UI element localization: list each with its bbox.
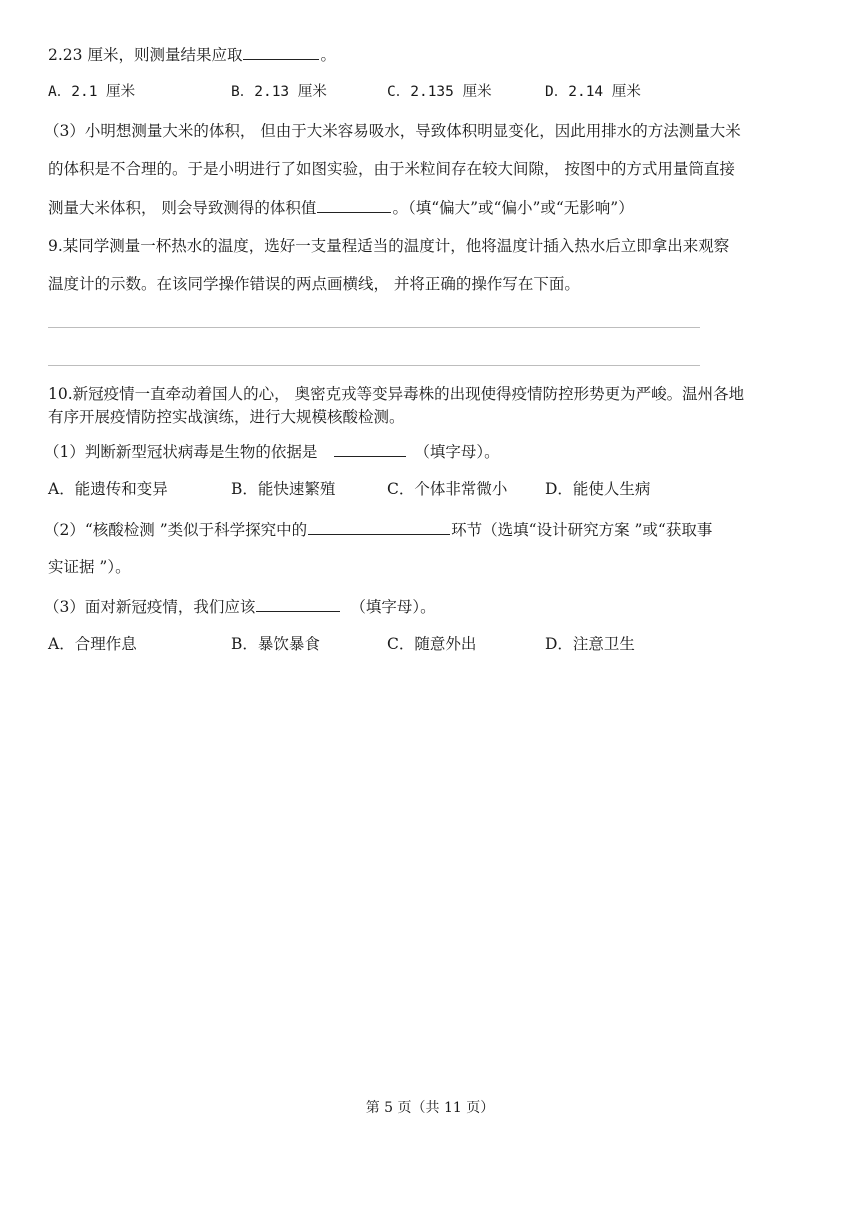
q8-sub3-line-3	[48, 197, 634, 218]
q8-option-d: D．2.14 厘米	[545, 84, 641, 100]
q8-sub3-line-2: 的体积是不合理的。于是小明进行了如图实验，由于米粒间存在较大间隙， 按图中的方式用量筒直接	[48, 160, 735, 178]
q8-text-end: 。	[320, 46, 336, 64]
answer-blank[interactable]	[308, 519, 450, 535]
q10-sub2-line-2: 实证据 ”）。	[48, 558, 131, 576]
q10-line-2: 有序开展疫情防控实战演练，进行大规模核酸检测。	[48, 408, 405, 426]
q8-continuation-line	[48, 44, 336, 65]
answer-blank[interactable]	[317, 197, 391, 213]
q10-sub1-option-a: A．能遗传和变异	[48, 480, 168, 498]
q9-line-1: 9.某同学测量一杯热水的温度，选好一支量程适当的温度计，他将温度计插入热水后立即拿出来观察	[48, 237, 730, 255]
q10-sub3-text: （3）面对新冠疫情，我们应该	[44, 598, 256, 616]
q10-sub1-line	[44, 441, 500, 462]
page-number-footer: 第 5 页（共 11 页）	[365, 1100, 495, 1116]
answer-blank[interactable]	[243, 44, 319, 60]
q10-sub3-text-end: （填字母）。	[350, 598, 436, 616]
q10-sub1-option-c: C．个体非常微小	[387, 480, 508, 498]
q8-sub3-text-end: 。（填“偏大”或“偏小”或“无影响”）	[392, 199, 634, 217]
q8-option-b: B．2.13 厘米	[231, 84, 327, 100]
q10-sub3-option-c: C．随意外出	[387, 635, 477, 653]
q8-option-c: C．2.135 厘米	[387, 84, 492, 100]
q10-sub2-line-1	[44, 519, 712, 540]
q10-sub3-line	[44, 596, 436, 617]
q8-option-a: A．2.1 厘米	[48, 84, 136, 100]
q8-sub3-line-1: （3）小明想测量大米的体积， 但由于大米容易吸水，导致体积明显变化，因此用排水的方法测量大米	[44, 122, 741, 140]
q8-text: 2.23 厘米，则测量结果应取	[48, 46, 243, 64]
q10-line-1: 10.新冠疫情一直牵动着国人的心， 奥密克戎等变异毒株的出现使得疫情防控形势更为严峻。温州各地	[48, 385, 745, 403]
q10-sub1-option-d: D．能使人生病	[545, 480, 651, 498]
q8-sub3-text: 测量大米体积， 则会导致测得的体积值	[48, 199, 317, 217]
q10-sub1-text: （1）判断新型冠状病毒是生物的依据是	[44, 443, 318, 461]
q9-line-2: 温度计的示数。在该同学操作错误的两点画横线， 并将正确的操作写在下面。	[48, 275, 580, 293]
answer-line-1[interactable]	[48, 327, 700, 328]
q10-sub2-text: （2）“核酸检测 ”类似于科学探究中的	[44, 521, 308, 539]
q10-sub1-option-b: B．能快速繁殖	[231, 480, 336, 498]
q10-sub3-option-b: B．暴饮暴食	[231, 635, 320, 653]
q10-sub2-text-end: 环节（选填“设计研究方案 ”或“获取事	[451, 521, 713, 539]
answer-blank[interactable]	[334, 441, 406, 457]
q10-sub3-option-d: D．注意卫生	[545, 635, 635, 653]
q10-sub3-option-a: A．合理作息	[48, 635, 137, 653]
answer-line-2[interactable]	[48, 365, 700, 366]
q10-sub1-text-end: （填字母）。	[414, 443, 500, 461]
answer-blank[interactable]	[256, 596, 340, 612]
